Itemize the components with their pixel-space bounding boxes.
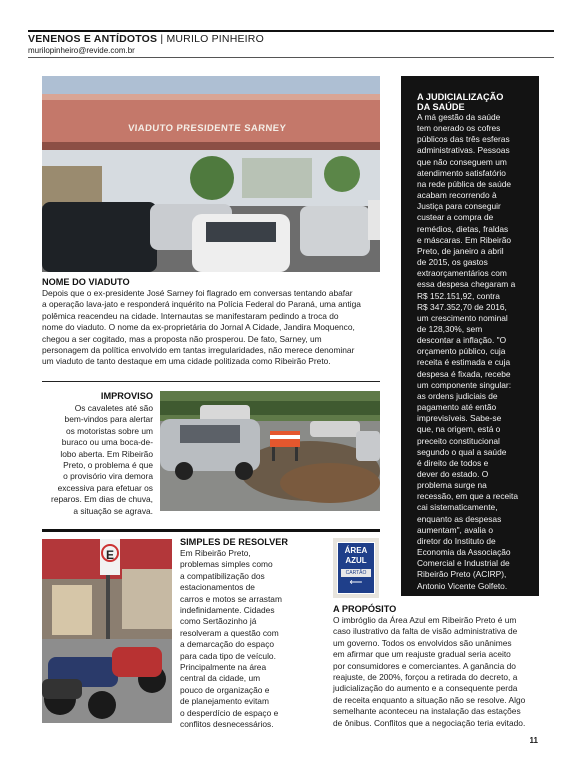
body-line: que, na origem, está o — [417, 424, 501, 435]
body-line: as ordens judiciais de — [417, 390, 498, 401]
body-line: O imbróglio da Área Azul em Ribeirão Preto é um — [333, 615, 517, 625]
body-line: dever do estado. O — [417, 469, 489, 479]
body-line: buraco ou uma boca-de- — [61, 437, 153, 448]
body-line: Preto, de janeiro a abril — [417, 245, 504, 256]
body-line: essa despesa chegaram a — [417, 279, 516, 290]
body-line: a operação lava-jato e responderá inquérito na Polícia Federal do Paraná, uma antiga — [42, 299, 361, 310]
sign-line: AZUL — [345, 556, 367, 565]
body-line: Antonio Vicente Golfeto. — [417, 580, 508, 591]
body-line: Justiça para conseguir — [417, 201, 501, 212]
judicializacao-sidebar-box — [401, 76, 539, 596]
body-line: a compatibilização dos — [180, 570, 265, 581]
body-line: um crescimento nominal — [417, 312, 508, 323]
body-line: caso ilustrativo da falta de visão administrativa de — [333, 626, 518, 637]
body-line: problemas simples como — [180, 559, 273, 570]
column-title — [28, 33, 264, 45]
body-line: a demarcação do espaço — [180, 639, 275, 650]
body-line: Ribeirão Preto (ACIRP), — [417, 569, 507, 580]
body-line: imprevisíveis. Sabe-se — [417, 413, 502, 424]
body-line: públicos das três esferas — [417, 134, 510, 145]
column-name: VENENOS E ANTÍDOTOS — [28, 33, 158, 45]
body-line: judicialização do aumento e a consequente perda — [333, 683, 518, 694]
body-line: polêmica reacendeu na cidade. Internautas se manifestaram pedindo a troca do — [42, 310, 339, 321]
body-line: que não conseguem um — [417, 156, 507, 167]
body-line: enquanto as despesas — [417, 513, 502, 524]
body-line: Comercial e Industrial de — [417, 558, 510, 569]
simples-de-resolver-body — [180, 548, 310, 731]
a-proposito-body — [333, 615, 543, 729]
body-line: o desperdício de espaço e — [180, 707, 279, 718]
improviso-body — [42, 403, 153, 517]
body-line: reajuste, de 200%, forçou a retirada do decreto, a — [333, 672, 518, 683]
body-line: o provisório vira demora — [63, 471, 153, 482]
body-line: aumentam", avalia o — [417, 524, 494, 535]
body-line: tem onerado os cofres — [417, 123, 501, 134]
body-line: Preto, o problema é que — [63, 460, 153, 471]
body-line: na rede pública de saúde — [417, 178, 512, 189]
body-line: Economia da Associação — [417, 547, 511, 558]
title-line: A JUDICIALIZAÇÃO — [417, 92, 504, 102]
body-line: custear a compra de — [417, 212, 494, 223]
body-line: personagem da política envolvido em tantas irregularidades, não merece denominar — [42, 345, 355, 356]
body-line: problema surge na — [417, 480, 487, 491]
road-barriers-photo — [160, 391, 380, 511]
title-separator: | — [160, 33, 164, 45]
viaduct-photo-art — [42, 76, 380, 272]
arrow-icon: ⟵ — [349, 577, 363, 587]
body-line: preceito constitucional — [417, 435, 500, 446]
body-line: Principalmente na área — [180, 662, 267, 673]
simples-de-resolver-title: SIMPLES DE RESOLVER — [180, 537, 289, 547]
body-line: indefinidamente. Cidades — [180, 605, 275, 616]
body-line: e máscaras. Em Ribeirão — [417, 234, 512, 245]
body-line: reparos. Em dias de chuva, — [51, 494, 153, 505]
header-top-bar — [28, 30, 554, 32]
body-line: R$ 347.352,70 de 2016, — [417, 301, 507, 312]
body-line: bem-vindos para alertar — [64, 414, 153, 425]
body-line: acabam recorrendo à — [417, 190, 497, 201]
body-line: diretor do Instituto de — [417, 535, 496, 546]
body-line: pagamento até então — [417, 402, 497, 413]
body-line: recessão, em que a receita — [417, 491, 519, 502]
parking-sign-letter: E — [101, 544, 119, 562]
body-line: despesa é fixada, recebe — [417, 368, 511, 379]
body-line: Depois que o ex-presidente José Sarney foi flagrado em conversas tentando abafar — [42, 288, 353, 298]
body-line: lobo aberta. Em Ribeirão — [60, 448, 153, 459]
author-name: MURILO PINHEIRO — [166, 33, 264, 45]
body-line: um componente singular: — [417, 379, 512, 390]
body-line: de planejamento evitam — [180, 696, 269, 707]
body-line: central da cidade, um — [180, 673, 261, 684]
body-line: de receita enquanto a situação não se resolve. Algo — [333, 694, 526, 705]
body-line: de 2015, os gastos — [417, 257, 488, 268]
viaduct-sign-text: VIADUTO PRESIDENTE SARNEY — [127, 123, 287, 134]
body-line: descontar a inflação. "O — [417, 335, 507, 346]
body-line: segundo o qual a saúde — [417, 446, 507, 457]
body-line: por consumidores e comerciantes. A ganância do — [333, 660, 516, 671]
body-line: administrativas. Pessoas — [417, 145, 510, 156]
body-line: como Sertãozinho já — [180, 616, 257, 627]
body-line: R$ 152.151,92, contra — [417, 290, 500, 301]
road-barriers-photo-art — [160, 391, 380, 511]
body-line: Em Ribeirão Preto, — [180, 548, 251, 558]
improviso-title: IMPROVISO — [100, 391, 153, 401]
body-line: um governo. Todos os envolvidos são unânimes — [333, 637, 512, 648]
page-number: 11 — [529, 736, 538, 745]
section-divider — [42, 381, 380, 382]
judicializacao-title — [417, 92, 533, 112]
body-line: os motoristas sobre um — [65, 425, 153, 436]
section-divider-thick — [42, 529, 380, 532]
motorcycle-parking-photo — [42, 539, 172, 723]
body-line: conflitos desnecessários. — [180, 719, 274, 730]
a-proposito-title: A PROPÓSITO — [333, 604, 397, 614]
body-line: carros e motos se arrastam — [180, 593, 282, 604]
nome-do-viaduto-title: NOME DO VIADUTO — [42, 277, 130, 287]
body-line: Os cavaletes até são — [74, 403, 153, 413]
body-line: pouco de organização e — [180, 684, 270, 695]
body-line: cai sistematicamente, — [417, 502, 498, 513]
body-line: A má gestão da saúde — [417, 112, 501, 122]
body-line: semelhante aconteceu na instalação das estações — [333, 706, 521, 717]
body-line: para cada tipo de veículo. — [180, 650, 276, 661]
area-azul-sign — [337, 542, 375, 594]
header-rule — [28, 57, 554, 58]
body-line: extraorçamentários com — [417, 268, 507, 279]
body-line: a situação se agrava. — [73, 505, 153, 516]
body-line: de ônibus. Conflitos que a negociação teria evitado. — [333, 717, 526, 728]
sign-line: ÁREA — [344, 546, 368, 555]
body-line: de 128,30%, sem — [417, 323, 483, 334]
body-line: nome do viaduto. O nome da ex-proprietária do Jornal A Cidade, Jandira Moquenco, — [42, 322, 355, 333]
body-line: receita é estimada e cuja — [417, 357, 511, 368]
body-line: atendimento satisfatório — [417, 167, 506, 178]
judicializacao-body — [417, 112, 535, 592]
author-email: murilopinheiro@revide.com.br — [28, 46, 135, 55]
body-line: um viaduto de tanto destaque em uma cidade politizada como Ribeirão Preto. — [42, 356, 331, 367]
motorcycle-parking-photo-art — [42, 539, 172, 723]
body-line: é direito de todos e — [417, 457, 489, 468]
sign-line: CARTÃO — [341, 569, 371, 577]
title-line: DA SAÚDE — [417, 102, 465, 112]
body-line: estacionamentos de — [180, 582, 255, 593]
area-azul-sign-photo — [333, 538, 379, 598]
body-line: excessiva para efetuar os — [57, 482, 153, 493]
body-line: orçamento público, cuja — [417, 346, 506, 357]
body-line: remédios, dietas, fraldas — [417, 223, 509, 234]
nome-do-viaduto-body — [42, 288, 392, 368]
body-line: chegou a ser cogitado, mas a proposta não prosperou. De fato, Sarney, um — [42, 333, 322, 344]
body-line: em afirmar que um reajuste gradual seria aceito — [333, 649, 511, 660]
body-line: resolveram a questão com — [180, 627, 279, 638]
viaduct-photo — [42, 76, 380, 272]
